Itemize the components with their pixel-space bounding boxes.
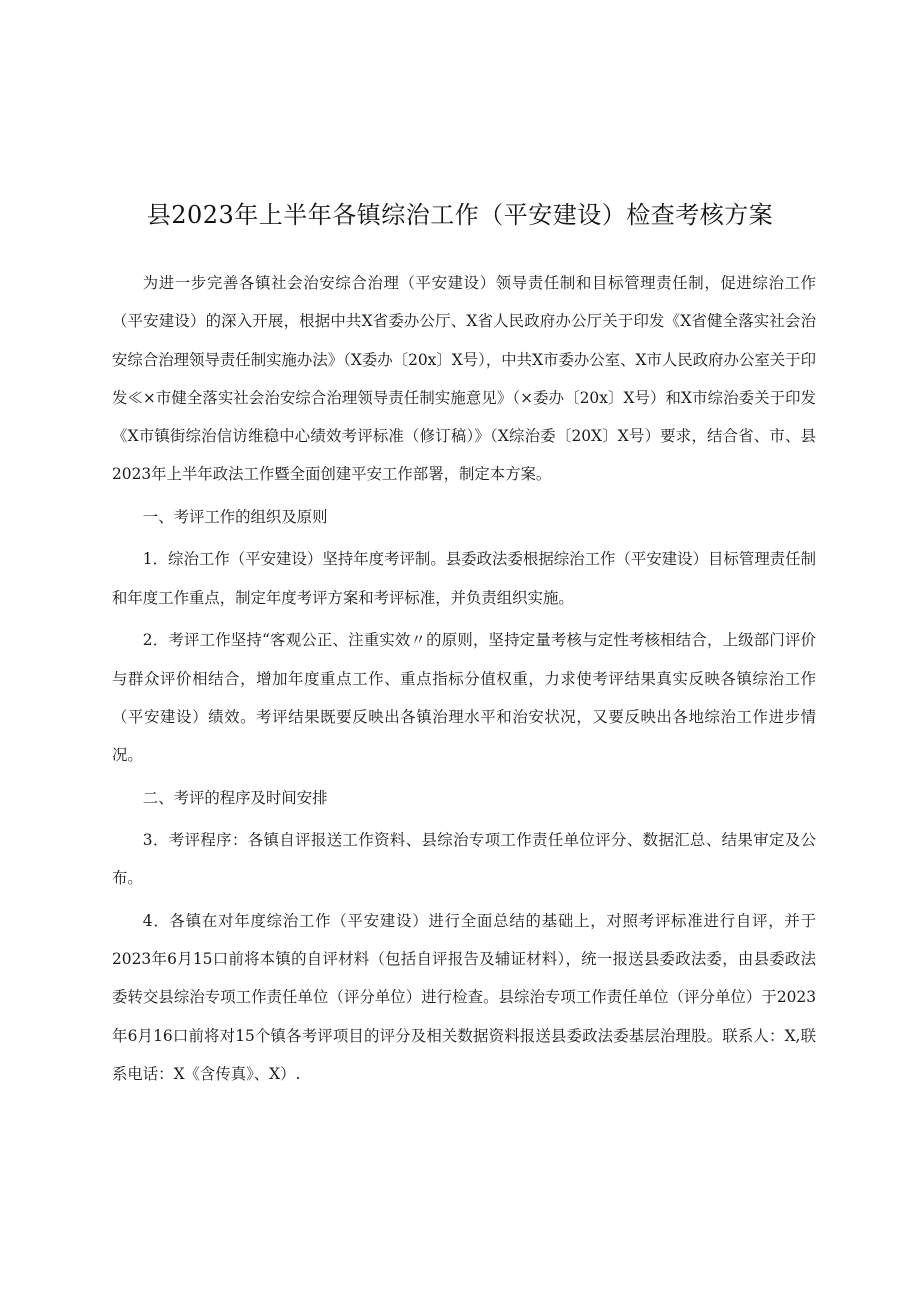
item-4-paragraph: 4．各镇在对年度综治工作（平安建设）进行全面总结的基础上，对照考评标准进行自评，并于2023年6月15口前将本镇的自评材料（包括自评报告及辅证材料），统一报送县委政法委，由县委政法委转交县综治专项工作责任单位（评分单位）进行检查。县综治专项工作责任单位（评分单位）于2023年6月16口前将对15个镇各考评项目的评分及相关数据资料报送县委政法委基层治理股。联系人：X,联系电话：X《含传真》、X）.: [112, 911, 816, 1084]
item-2-paragraph: 2．考评工作坚持“客观公正、注重实效〃的原则，坚持定量考核与定性考核相结合，上级部门评价与群众评价相结合，增加年度重点工作、重点指标分值权重，力求使考评结果真实反映各镇综治工作（平安建设）绩效。考评结果既要反映出各镇治理水平和治安状况，又要反映出各地综治工作进步情况。: [112, 631, 816, 765]
item-3-paragraph: 3．考评程序：各镇自评报送工作资料、县综治专项工作责任单位评分、数据汇总、结果审定及公布。: [112, 831, 816, 888]
intro-paragraph: 为进一步完善各镇社会治安综合治理（平安建设）领导责任制和目标管理责任制，促进综治工作（平安建设）的深入开展，根据中共X省委办公厅、X省人民政府办公厅关于印发《X省健全落实社会治安综合治理领导责任制实施办法》（X委办〔20x〕X号），中共X市委办公室、X市人民政府办公室关于印发≪×市健全落实社会治安综合治理领导责任制实施意见》（×委办〔20x〕X号）和X市综治委关于印发《X市镇街综治信访维稳中心绩效考评标准（修订稿）》（X综治委〔20X〕X号）要求，结合省、市、县2023年上半年政法工作暨全面创建平安工作部署，制定本方案。: [112, 274, 816, 484]
section-heading-procedure: 二、考评的程序及时间安排: [142, 788, 328, 807]
section-heading-organization: 一、考评工作的组织及原则: [142, 507, 328, 526]
document-body: [112, 264, 816, 1098]
item-1-paragraph: 1．综治工作（平安建设）坚持年度考评制。县委政法委根据综治工作（平安建设）目标管理责任制和年度工作重点，制定年度考评方案和考评标准，并负责组织实施。: [112, 550, 816, 607]
document-title: 县2023年上半年各镇综治工作（平安建设）检查考核方案: [146, 201, 774, 229]
